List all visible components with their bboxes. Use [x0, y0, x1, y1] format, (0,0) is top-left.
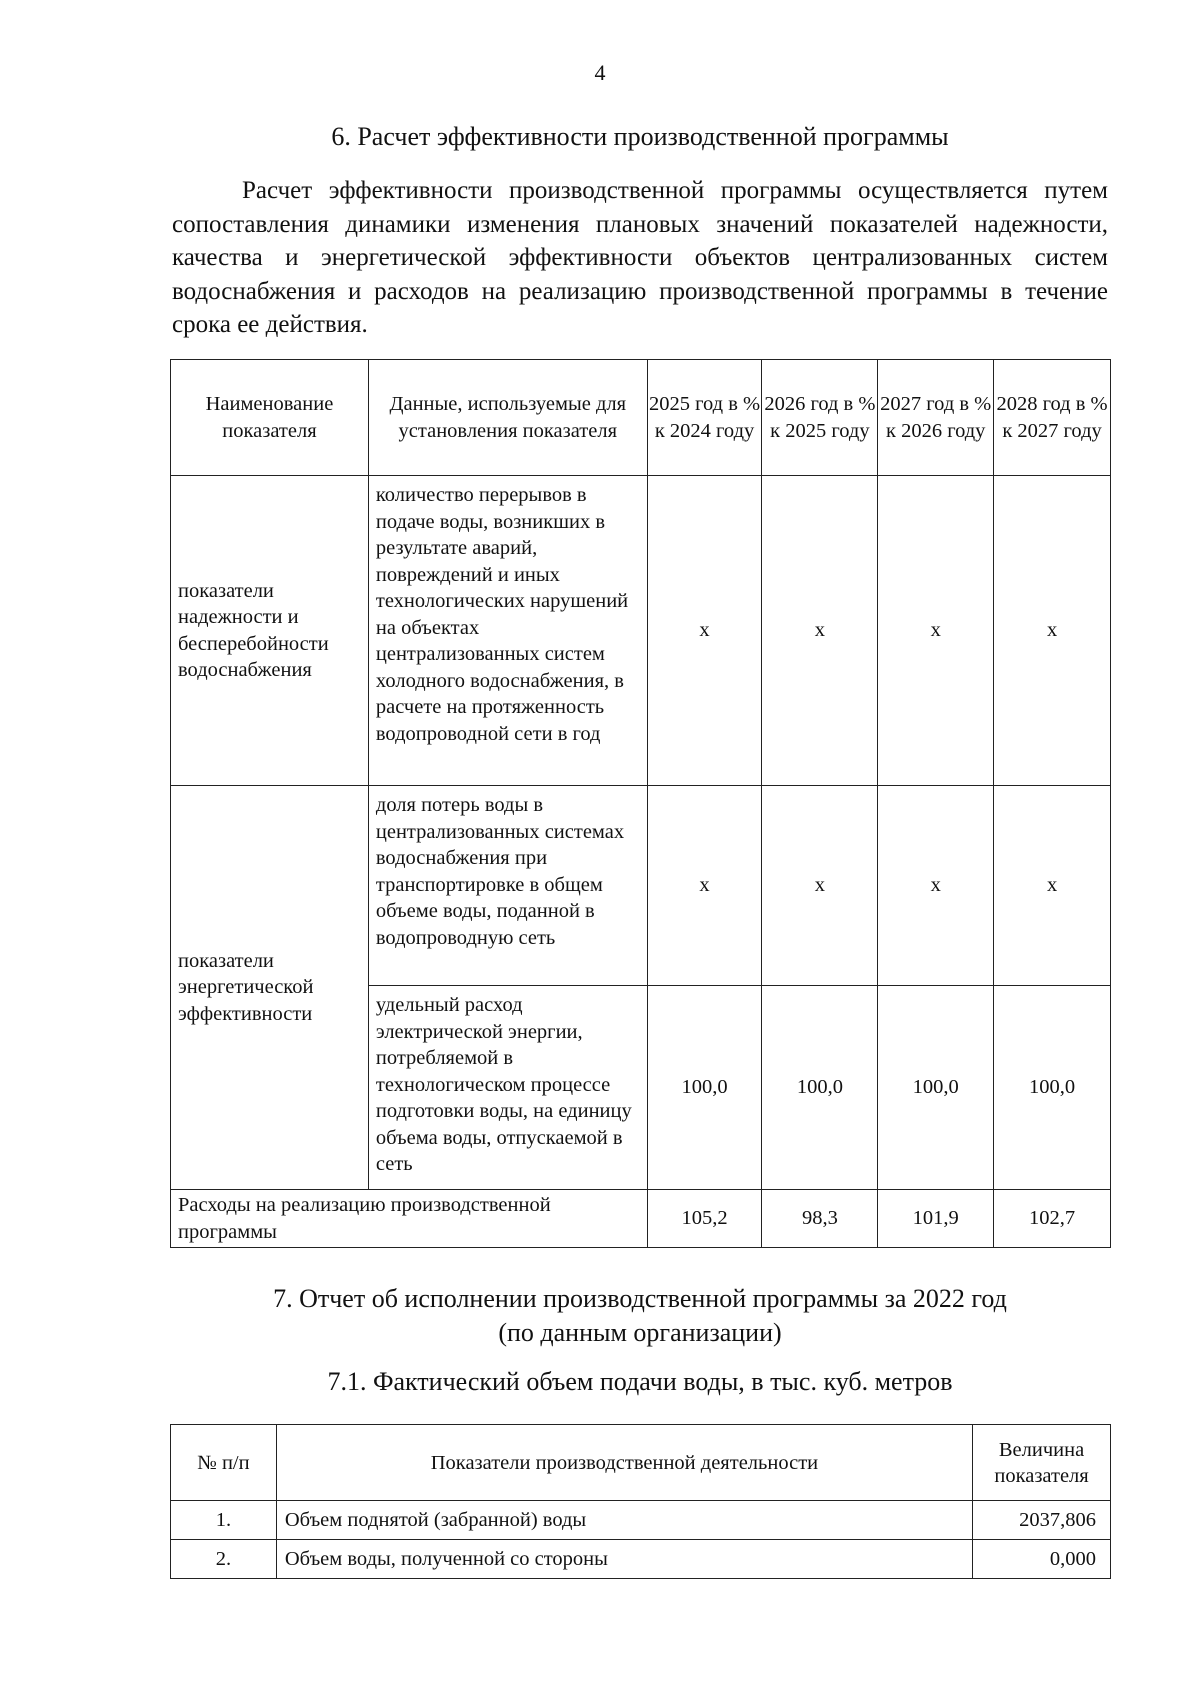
reliability-value-2027: x	[878, 476, 994, 786]
volume-header-row	[171, 1425, 1111, 1501]
reliability-indicator-name: показатели надежности и бесперебойности водоснабжения	[171, 476, 369, 786]
reliability-description: количество перерывов в подаче воды, возникших в результате аварий, повреждений и иных технологических нарушений на объектах централизованных систем холодного водоснабжения, в расчете на протяженность водопроводной сети в год	[368, 476, 647, 786]
section-6-title: 6. Расчет эффективности производственной программы	[331, 122, 949, 151]
section-7-subtitle: (по данным организации)	[498, 1318, 782, 1347]
power-value-2026: 100,0	[762, 986, 878, 1190]
row-indicator: Объем поднятой (забранной) воды	[276, 1501, 972, 1540]
water-loss-row	[171, 786, 1111, 986]
table-row	[171, 1501, 1111, 1540]
power-consumption-description: удельный расход электрической энергии, потребляемой в технологическом процессе подготовки воды, на единицу объема воды, отпускаемой в сеть	[368, 986, 647, 1190]
row-number: 1.	[171, 1501, 277, 1540]
water-loss-description: доля потерь воды в централизованных системах водоснабжения при транспортировке в общем объеме воды, поданной в водопроводную сеть	[368, 786, 647, 986]
reliability-row	[171, 476, 1111, 786]
expenses-row	[171, 1190, 1111, 1248]
header-data-used: Данные, используемые для установления показателя	[368, 360, 647, 476]
expenses-value-2026: 98,3	[762, 1190, 878, 1248]
table-row	[171, 1540, 1111, 1579]
header-year-2025: 2025 год в % к 2024 году	[647, 360, 762, 476]
water-loss-value-2027: x	[878, 786, 994, 986]
header-year-2028: 2028 год в % к 2027 году	[994, 360, 1111, 476]
power-value-2025: 100,0	[647, 986, 762, 1190]
section-7-title: 7. Отчет об исполнении производственной программы за 2022 год	[273, 1284, 1007, 1313]
row-value: 0,000	[973, 1540, 1111, 1579]
water-volume-table	[170, 1424, 1111, 1579]
section-7-1-title: 7.1. Фактический объем подачи воды, в тыс. куб. метров	[327, 1367, 953, 1396]
efficiency-table	[170, 359, 1111, 1248]
water-loss-value-2026: x	[762, 786, 878, 986]
header-row-number: № п/п	[171, 1425, 277, 1501]
row-value: 2037,806	[973, 1501, 1111, 1540]
expenses-value-2028: 102,7	[994, 1190, 1111, 1248]
expenses-label: Расходы на реализацию производственной программы	[171, 1190, 648, 1248]
expenses-value-2027: 101,9	[878, 1190, 994, 1248]
header-year-2027: 2027 год в % к 2026 году	[878, 360, 994, 476]
reliability-value-2025: x	[647, 476, 762, 786]
row-number: 2.	[171, 1540, 277, 1579]
power-value-2028: 100,0	[994, 986, 1111, 1190]
water-loss-value-2025: x	[647, 786, 762, 986]
expenses-value-2025: 105,2	[647, 1190, 762, 1248]
header-year-2026: 2026 год в % к 2025 году	[762, 360, 878, 476]
energy-indicator-name: показатели энергетической эффективности	[171, 786, 369, 1190]
header-indicator: Показатели производственной деятельности	[276, 1425, 972, 1501]
water-loss-value-2028: x	[994, 786, 1111, 986]
reliability-value-2028: x	[994, 476, 1111, 786]
row-indicator: Объем воды, полученной со стороны	[276, 1540, 972, 1579]
section-6-paragraph: Расчет эффективности производственной программы осуществляется путем сопоставления динамики изменения плановых значений показателей надежности, качества и энергетической эффективности объектов централизованных систем водоснабжения и расходов на реализацию производственной программы в течение срока ее действия.	[172, 177, 1108, 338]
page-number: 4	[594, 60, 606, 85]
efficiency-header-row	[171, 360, 1111, 476]
power-value-2027: 100,0	[878, 986, 994, 1190]
header-indicator-name: Наименование показателя	[171, 360, 369, 476]
header-value: Величина показателя	[973, 1425, 1111, 1501]
reliability-value-2026: x	[762, 476, 878, 786]
